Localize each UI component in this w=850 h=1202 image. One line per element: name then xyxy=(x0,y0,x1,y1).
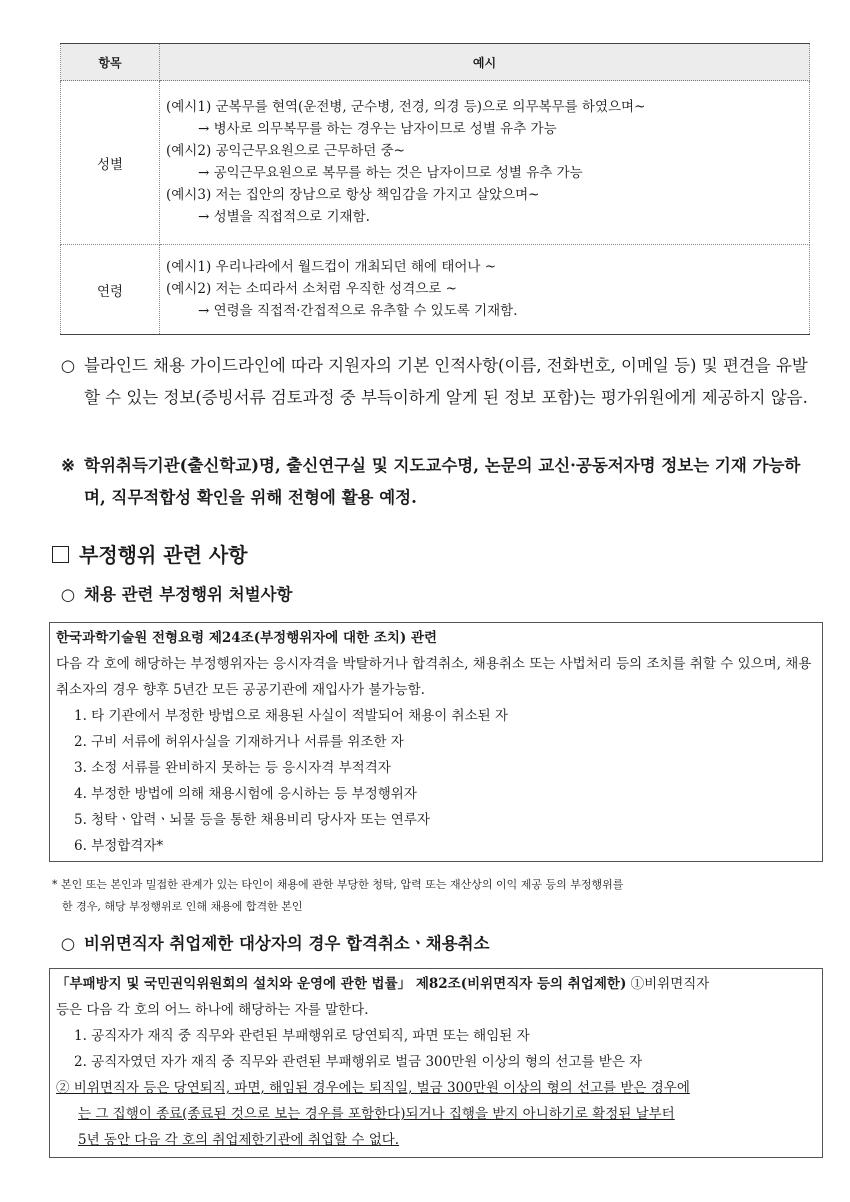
circle-bullet-icon: ○ xyxy=(60,356,76,375)
note-paragraph xyxy=(56,450,816,514)
paragraph-text: 학위취득기관(출신학교)명, 출신연구실 및 지도교수명, 논문의 교신·공동저자명 정보는 기재 가능하며, 직무적합성 확인을 위해 전형에 활용 예정. xyxy=(84,456,801,507)
footnote xyxy=(52,874,812,918)
blind-hiring-paragraph xyxy=(56,350,816,414)
table-cell-category: 성별 xyxy=(61,81,160,245)
section-title: 부정행위 관련 사항 xyxy=(52,539,248,568)
list-item: 3. 소정 서류를 완비하지 못하는 등 응시자격 부적격자 xyxy=(74,760,391,776)
example-line: → 연령을 직접적·간접적으로 유추할 수 있도록 기재함. xyxy=(198,302,518,319)
list-item: 2. 구비 서류에 허위사실을 기재하거나 서류를 위조한 자 xyxy=(74,734,404,750)
examples-table xyxy=(60,43,810,335)
table-row xyxy=(61,245,810,335)
list-item: 1. 공직자가 재직 중 직무와 관련된 부패행위로 당연퇴직, 파면 또는 해임된 자 xyxy=(74,1028,530,1044)
table-cell-examples xyxy=(160,81,810,245)
clause-line: 는 그 집행이 종료(종료된 것으로 보는 경우를 포함한다)되거나 집행을 받지 아니하기로 확정된 날부터 xyxy=(78,1106,675,1122)
paragraph-text: 블라인드 채용 가이드라인에 따라 지원자의 기본 인적사항(이름, 전화번호, 이메일 등) 및 편견을 유발할 수 있는 정보(증빙서류 검토과정 중 부득이하게 알게 된 정보 포함)는 평가위원에게 제공하지 않음. xyxy=(84,356,808,407)
example-line: (예시2) 저는 소띠라서 소처럼 우직한 성격으로 ~ xyxy=(166,280,457,297)
table-header-row xyxy=(61,44,810,81)
list-item: 4. 부정한 방법에 의해 채용시험에 응시하는 등 부정행위자 xyxy=(74,786,417,802)
example-line: (예시3) 저는 집안의 장남으로 항상 책임감을 가지고 살았으며~ xyxy=(166,186,540,203)
employment-restriction-box xyxy=(49,968,823,1158)
subsection-title: ○ 비위면직자 취업제한 대상자의 경우 합격취소ㆍ채용취소 xyxy=(56,930,490,954)
list-item: 6. 부정합격자* xyxy=(74,838,164,854)
table-cell-examples xyxy=(160,245,810,335)
list-item: 2. 공직자였던 자가 재직 중 직무와 관련된 부패행위로 벌금 300만원 이상의 형의 선고를 받은 자 xyxy=(74,1054,643,1070)
list-item: 1. 타 기관에서 부정한 방법으로 채용된 사실이 적발되어 채용이 취소된 자 xyxy=(74,708,508,724)
box-intro: 등은 다음 각 호의 어느 하나에 해당하는 자를 말한다. xyxy=(56,1002,369,1018)
box-heading: 한국과학기술원 전형요령 제24조(부정행위자에 대한 조치) 관련 xyxy=(56,630,438,646)
reference-mark-icon: ※ xyxy=(61,456,75,475)
example-line: → 성별을 직접적으로 기재함. xyxy=(198,208,370,225)
example-line: → 공익근무요원으로 복무를 하는 것은 남자이므로 성별 유추 가능 xyxy=(198,164,583,181)
clause-line: 5년 동안 다음 각 호의 취업제한기관에 취업할 수 없다. xyxy=(78,1132,400,1148)
circle-bullet-icon: ○ xyxy=(60,585,76,604)
table-header-example: 예시 xyxy=(160,44,810,81)
list-item: 5. 청탁ㆍ압력ㆍ뇌물 등을 통한 채용비리 당사자 또는 연루자 xyxy=(74,812,430,828)
table-header-category: 항목 xyxy=(61,44,160,81)
circle-bullet-icon: ○ xyxy=(60,934,76,953)
clause-line: ② 비위면직자 등은 당연퇴직, 파면, 해임된 경우에는 퇴직일, 벌금 300만원 이상의 형의 선고를 받은 경우에 xyxy=(56,1080,690,1096)
subsection-title: ○ 채용 관련 부정행위 처벌사항 xyxy=(56,581,293,605)
example-line: → 병사로 의무복무를 하는 경우는 남자이므로 성별 유추 가능 xyxy=(198,120,557,137)
example-line: (예시1) 우리나라에서 월드컵이 개최되던 해에 태어나 ~ xyxy=(166,258,497,275)
example-line: (예시2) 공익근무요원으로 근무하던 중~ xyxy=(166,142,405,159)
footnote-line: * 본인 또는 본인과 밀접한 관계가 있는 타인이 채용에 관한 부당한 청탁, 압력 또는 재산상의 이익 제공 등의 부정행위를 xyxy=(52,878,624,891)
table-row xyxy=(61,81,810,245)
misconduct-penalty-box xyxy=(49,622,823,862)
table-cell-category: 연령 xyxy=(61,245,160,335)
square-bullet-icon xyxy=(52,546,69,563)
example-line: (예시1) 군복무를 현역(운전병, 군수병, 전경, 의경 등)으로 의무복무를 하였으며~ xyxy=(166,98,646,115)
footnote-line: 한 경우, 해당 부정행위로 인해 채용에 합격한 본인 xyxy=(62,900,303,913)
box-heading: 「부패방지 및 국민권익위원회의 설치와 운영에 관한 법률」 제82조(비위면직자 등의 취업제한) ①비위면직자 xyxy=(56,976,710,992)
box-intro: 다음 각 호에 해당하는 부정행위자는 응시자격을 박탈하거나 합격취소, 채용취소 또는 사법처리 등의 조치를 취할 수 있으며, 채용취소자의 경우 향후 5년간 모든 공공기관에 재입사가 불가능함. xyxy=(56,656,812,698)
